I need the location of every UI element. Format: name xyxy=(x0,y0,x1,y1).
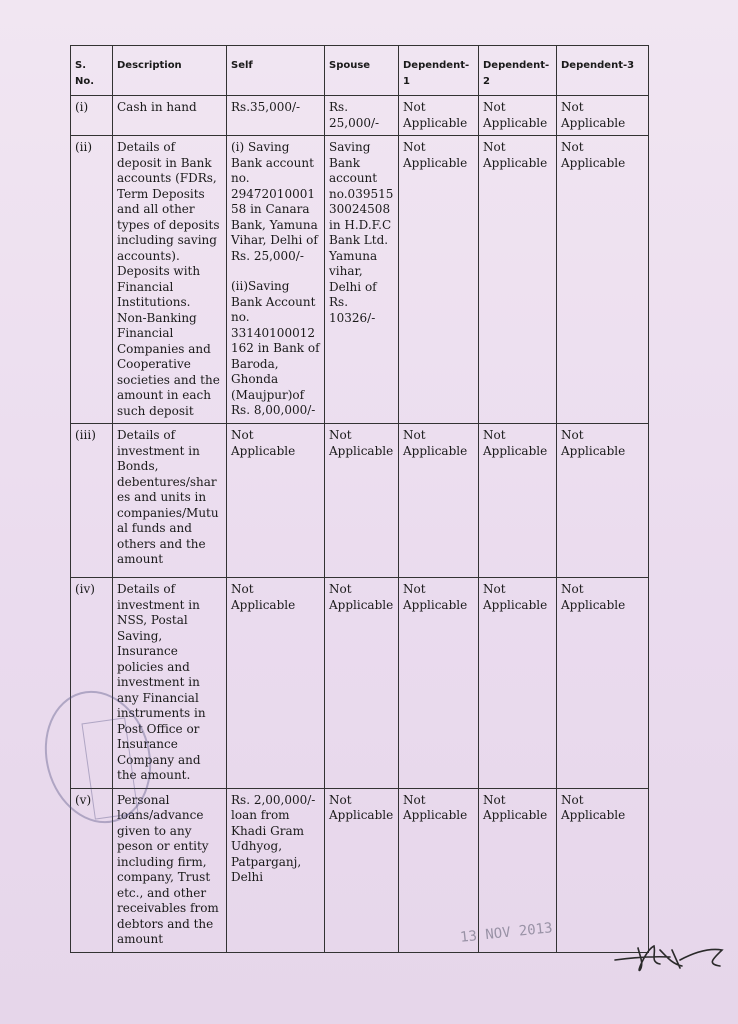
table-row xyxy=(71,578,649,789)
row-spouse: Saving Bank account no.03951530024508 in H.D.F.C Bank Ltd. Yamuna vihar, Delhi of Rs. 10326/- xyxy=(325,136,399,424)
row-spouse: Not Applicable xyxy=(325,424,399,578)
row-dependent-3: Not Applicable xyxy=(557,136,649,424)
row-spouse: Not Applicable xyxy=(325,578,399,789)
row-dependent-1: Not Applicable xyxy=(399,424,479,578)
header-spouse: Spouse xyxy=(325,46,399,96)
row-self xyxy=(227,136,325,424)
row-dependent-1: Not Applicable xyxy=(399,96,479,136)
row-self xyxy=(227,96,325,136)
table-row xyxy=(71,788,649,952)
row-dependent-3: Not Applicable xyxy=(557,578,649,789)
row-sno: (iv) xyxy=(71,578,113,789)
row-dependent-1: Not Applicable xyxy=(399,578,479,789)
row-sno: (ii) xyxy=(71,136,113,424)
self-text: Rs. 2,00,000/- loan from Khadi Gram Udhyog, Patparganj, Delhi xyxy=(231,792,316,884)
header-dependent-1: Dependent-1 xyxy=(399,46,479,96)
row-description: Details of investment in NSS, Postal Saving, Insurance policies and investment in any Financial instruments in Post Office or Insurance Company and the amount. xyxy=(113,578,227,789)
self-text-2: (ii)Saving Bank Account no. 33140100012162 in Bank of Baroda, Ghonda (Maujpur)of Rs. 8,00,000/- xyxy=(231,279,320,417)
row-dependent-1: Not Applicable xyxy=(399,788,479,952)
row-dependent-2: Not Applicable xyxy=(479,136,557,424)
header-sno: S. No. xyxy=(71,46,113,96)
self-text: Not Applicable xyxy=(231,582,296,612)
self-text: Rs.35,000/- xyxy=(231,100,301,114)
row-spouse: Rs. 25,000/- xyxy=(325,96,399,136)
row-dependent-3: Not Applicable xyxy=(557,96,649,136)
row-dependent-2: Not Applicable xyxy=(479,424,557,578)
row-self xyxy=(227,578,325,789)
row-dependent-3: Not Applicable xyxy=(557,424,649,578)
row-dependent-3: Not Applicable xyxy=(557,788,649,952)
row-sno: (i) xyxy=(71,96,113,136)
row-self xyxy=(227,788,325,952)
table-row xyxy=(71,136,649,424)
row-spouse: Not Applicable xyxy=(325,788,399,952)
table-row xyxy=(71,424,649,578)
row-dependent-2: Not Applicable xyxy=(479,788,557,952)
header-description: Description xyxy=(113,46,227,96)
handwritten-date: 13 NOV 2013 xyxy=(459,920,554,946)
header-dependent-2: Dependent-2 xyxy=(479,46,557,96)
row-description: Cash in hand xyxy=(113,96,227,136)
header-row xyxy=(71,46,649,96)
row-dependent-2: Not Applicable xyxy=(479,578,557,789)
signature-icon xyxy=(610,930,730,980)
header-self: Self xyxy=(227,46,325,96)
row-sno: (iii) xyxy=(71,424,113,578)
row-dependent-1: Not Applicable xyxy=(399,136,479,424)
row-dependent-2: Not Applicable xyxy=(479,96,557,136)
self-text: Not Applicable xyxy=(231,428,296,458)
row-description: Details of deposit in Bank accounts (FDRs, Term Deposits and all other types of deposits including saving accounts). Deposits with Financial Institutions. Non-Banking Financial Companies and Cooperative societies and the amount in each such deposit xyxy=(113,136,227,424)
assets-declaration-table xyxy=(70,45,649,953)
table-row xyxy=(71,96,649,136)
header-dependent-3: Dependent-3 xyxy=(557,46,649,96)
row-description: Details of investment in Bonds, debentures/shares and units in companies/Mutual funds and others and the amount xyxy=(113,424,227,578)
row-self xyxy=(227,424,325,578)
row-description: Personal loans/advance given to any peson or entity including firm, company, Trust etc., and other receivables from debtors and the amount xyxy=(113,788,227,952)
row-sno: (v) xyxy=(71,788,113,952)
self-text: (i) Saving Bank account no. 2947201000158 in Canara Bank, Yamuna Vihar, Delhi of Rs. 25,000/- xyxy=(231,140,318,263)
